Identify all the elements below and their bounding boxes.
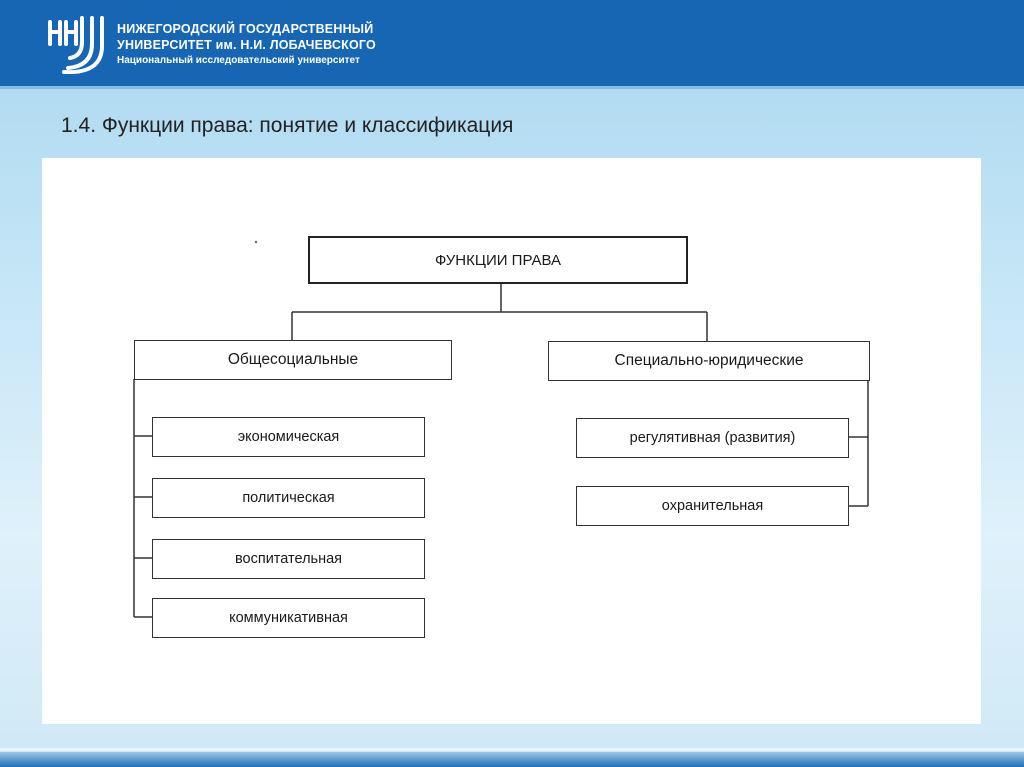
university-name-line2: УНИВЕРСИТЕТ им. Н.И. ЛОБАЧЕВСКОГО	[117, 38, 376, 52]
function-label: регулятивная (развития)	[629, 430, 796, 446]
university-name-line1: НИЖЕГОРОДСКИЙ ГОСУДАРСТВЕННЫЙ	[117, 22, 374, 36]
function-box	[152, 539, 425, 579]
function-label: коммуникативная	[229, 610, 348, 626]
stray-dot	[255, 241, 257, 243]
function-box	[152, 417, 425, 457]
branch-box-general-social	[134, 340, 452, 380]
nnu-logo-icon	[44, 14, 106, 74]
slide-title: 1.4. Функции права: понятие и классификация	[61, 114, 514, 137]
footer-divider	[0, 748, 1024, 751]
function-box	[576, 418, 849, 458]
branch-box-special-legal	[548, 341, 870, 381]
root-label: ФУНКЦИИ ПРАВА	[435, 251, 561, 269]
function-label: воспитательная	[234, 551, 343, 567]
university-subtitle: Национальный исследовательский университет	[117, 55, 360, 66]
footer-bar	[0, 752, 1024, 767]
diagram-panel	[42, 158, 981, 724]
branch-label: Специально-юридические	[614, 352, 804, 369]
function-label: экономическая	[237, 429, 340, 445]
header-bar	[0, 0, 1024, 86]
function-label: охранительная	[661, 498, 764, 514]
function-box	[576, 486, 849, 526]
function-box	[152, 598, 425, 638]
header-stripe	[0, 86, 1024, 89]
function-label: политическая	[242, 490, 335, 506]
function-box	[152, 478, 425, 518]
branch-label: Общесоциальные	[227, 351, 359, 368]
root-box	[308, 236, 688, 284]
